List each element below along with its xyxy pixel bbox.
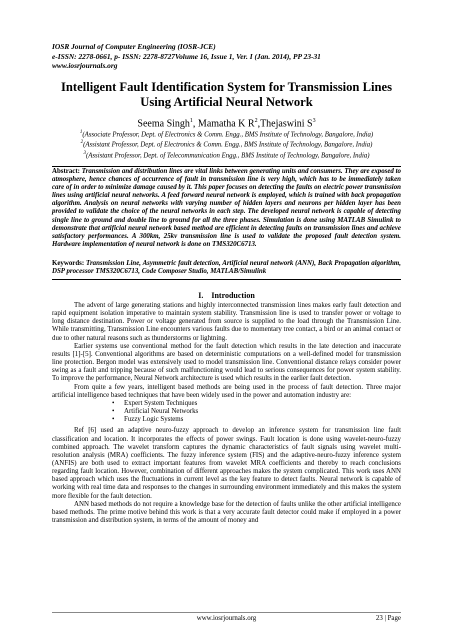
affiliation-line: $^2$(Assistant Professor, Dept. of Electronics & Comm. Engg., BMS Institute of Technology, Bangalore, India) <box>80 140 373 149</box>
page-number: 23 | Page <box>375 615 401 622</box>
abstract <box>52 168 401 249</box>
section-body <box>52 302 401 525</box>
keywords <box>52 260 401 276</box>
paragraph: Ref [6] used an adaptive neuro-fuzzy approach to develop an inference system for transmission line fault classification and location. It incorporates the effects of power swings. Fault location is done using wavelet-neuro-fuzzy combined approach. The wavelet transform captures the dynamic characteristics of fault signals using wavelet multi-resolution analysis (MRA) coefficients. The fuzzy inference system (FIS) and the adaptive-neuro-fuzzy inference system (ANFIS) are both used to extract important features from wavelet MRA coefficients and thereby to reach conclusions regarding fault location. However, combination of different approaches makes the system complicated. This work uses ANN based approach which uses the fluctuations in current level as the key feature to detect faults. Neural network is capable of working with real time data and responses to the changes in surrounding environment immediately and this makes the system more flexible for the fault detection. <box>52 427 401 500</box>
bullet-icon: • <box>112 408 115 416</box>
journal-issn: e-ISSN: 2278-0661, p- ISSN: 2278-8727Volume 16, Issue 1, Ver. I (Jan. 2014), PP 23-31 <box>52 51 321 61</box>
divider-bottom <box>52 279 401 280</box>
author-name: Seema Singh <box>137 118 190 130</box>
journal-website: www.iosrjournals.org <box>52 61 118 71</box>
paragraph: From quite a few years, intelligent based methods are being used in the process of fault detection. Three major artificial intelligence based techniques that have been widely used in the power and automation industry are: <box>52 383 401 399</box>
bullet-icon: • <box>112 399 115 407</box>
paragraph: Earlier systems use conventional method for the fault detection which results in the late detection and inaccurate results [1]-[5]. Conventional algorithms are based on deterministic computations on a well-defined model for transmission line protection. Bergon model was extensively used to model transmission line. Conventional distance relays consider power swing as a fault and tripping because of such malfunctioning would lead to serious consequences for power system stability. To improve the performance, Neural Network architecture is used which results in the earlier fault detection. <box>52 342 401 383</box>
paragraph: ANN based methods do not require a knowledge base for the detection of faults unlike the other artificial intelligence based methods. The prime motive behind this work is that a very accurate fault detector could make if employed in a power transmission and distribution system, in terms of the amount of money and <box>52 500 401 525</box>
technique-list <box>52 400 401 424</box>
journal-header <box>52 42 321 71</box>
abstract-text: Transmission and distribution lines are vital links between generating units and consumers. They are exposed to atmosphere, hence chances of occurrence of fault in transmission line is very high, which has to be immediately taken care of in order to minimize damage caused by it. This paper focuses on detecting the faults on electric power transmission lines using artificial neural networks. A feed forward neural network is employed, which is trained with back propagation algorithm. Analysis on neural networks with varying number of hidden layers and neurons per hidden layer has been provided to validate the choice of the neural networks in each step. The developed neural network is capable of detecting single line to ground and double line to ground for all the three phases. Simulation is done using MATLAB Simulink to demonstrate that artificial neural network based method are efficient in detecting faults on transmission lines and achieve satisfactory performances. A 300km, 25kv transmission line is used to validate the proposed fault detection system. Hardware implementation of neural network is done on TMS320C6713. <box>52 168 401 248</box>
affiliations <box>40 129 413 160</box>
paper-title <box>40 80 413 110</box>
divider-top <box>52 166 401 167</box>
title-line-1: Intelligent Fault Identification System for Transmission Lines <box>61 80 392 94</box>
list-item: • Fuzzy Logic Systems <box>112 416 184 424</box>
section-heading: I. Introduction <box>198 291 255 300</box>
paragraph: The advent of large generating stations and highly interconnected transmission lines makes early fault detection and rapid equipment isolation imperative to maintain system stability. Transmission line is used to transfer power or voltage to long distance destination. Power or voltage generated from source is supplied to the load through the Transmission Line. While transmitting, Transmission Line encounters various faults due to momentary tree contact, a bird or an animal contact or due to other natural reasons such as thunderstorms or lightning. <box>52 302 401 342</box>
title-line-2: Using Artificial Neural Network <box>140 95 313 109</box>
author-superscript: 2 <box>254 118 258 124</box>
affiliation-line: $^3$(Assistant Professor, Dept. of Telecommunication Engg., BMS Institute of Technology, Bangalore, India) <box>83 150 370 160</box>
list-item: • Expert System Techniques <box>112 399 198 407</box>
keywords-text: Transmission Line, Asymmetric fault detection, Artificial neural network (ANN), Back Propagation algorithm, DSP processor TMS320C6713, Code Composer Studio, MATLAB/Simulink <box>52 260 401 276</box>
author-name: Thejaswini S <box>260 118 313 130</box>
author-superscript: 3 <box>312 118 316 124</box>
author-name: Mamatha K R <box>197 118 255 130</box>
bullet-icon: • <box>112 416 115 424</box>
abstract-label: Abstract: <box>52 168 80 175</box>
author-superscript: 1 <box>189 118 193 124</box>
footer-divider <box>52 612 401 613</box>
list-item: • Artificial Neural Networks <box>112 408 199 416</box>
keywords-label: Keywords: <box>52 260 85 267</box>
author-list: Seema Singh$^1$, Mamatha K $R^2,Thejaswini$ $S^3$ <box>137 118 316 130</box>
journal-name: IOSR Journal of Computer Engineering (IOSR-JCE) <box>52 42 216 51</box>
footer-website-link[interactable]: www.iosrjournals.org <box>196 615 257 622</box>
affiliation-line: $^1$(Associate Professor, Dept. of Electronics & Comm. Engg., BMS Institute of Technology, Bangalore, India) <box>79 130 374 139</box>
